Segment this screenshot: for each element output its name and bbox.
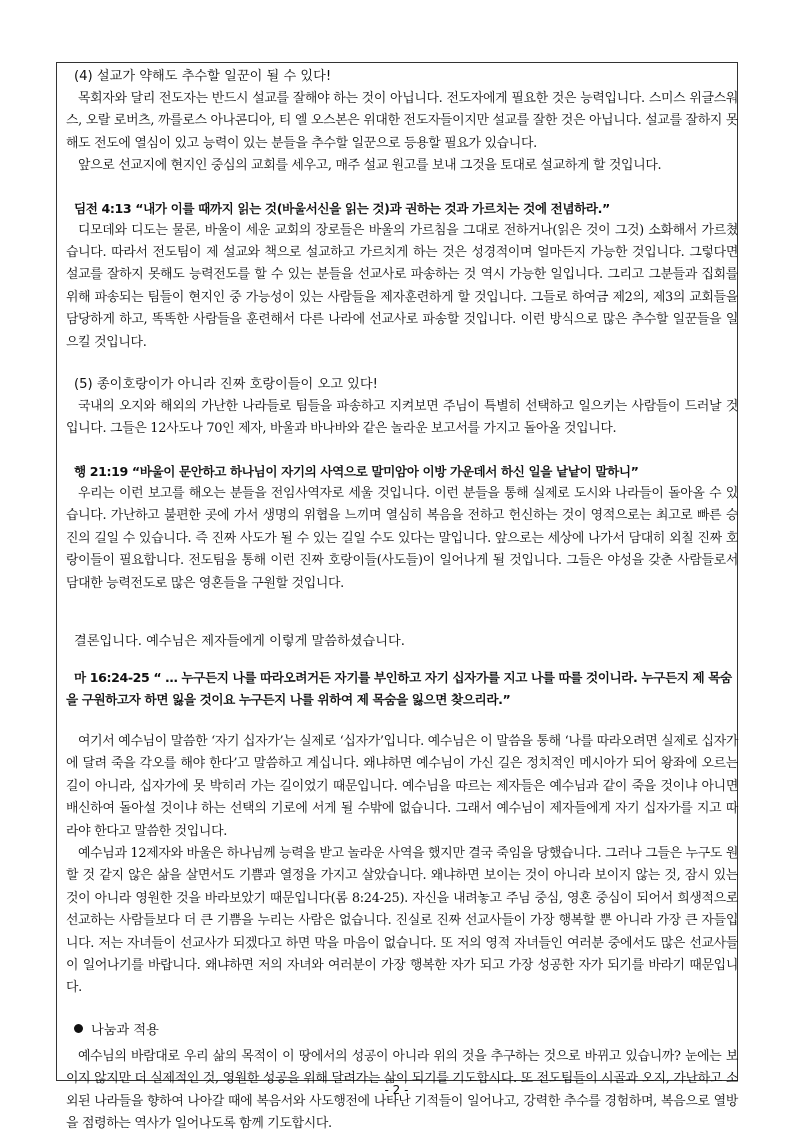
page-number: - 2 - (384, 1083, 409, 1097)
section-4-paragraph-2: 앞으로 선교지에 현지인 중심의 교회를 세우고, 매주 설교 원고를 보내 그것을 토대로 설교하게 할 것입니다. (78, 158, 662, 174)
page-content (66, 66, 738, 1135)
section-5-heading: (5) 종이호랑이가 아니라 진짜 호랑이들이 오고 있다! (74, 377, 378, 393)
application-heading-label: 나눔과 적용 (91, 1022, 159, 1038)
conclusion-paragraph-1: 여기서 예수님이 말씀한 ‘자기 십자가’는 실제로 ‘십자가’입니다. 예수님은 이 말씀을 통해 ‘나를 따라오려면 실제로 십자가에 달려 죽을 각오를 해야 한다’고 말씀하고 계십니다. 왜냐하면 예수님이 가신 길은 정치적인 메시아가 되어 왕좌에 오르는 길이 아니라, 십자가에 못 박히러 가는 길이었기 때문입니다. 예수님을 따르는 제자들은 예수님과 같이 죽을 것이냐 아니면 배신하여 돌아설 것이냐 하는 선택의 기로에 서게 될 수밖에 없습니다. 그래서 예수님이 제자들에게 자기 십자가를 지고 따라야 한다고 말씀한 것입니다. (66, 733, 738, 839)
section-5-verse: 행 21:19 “바울이 문안하고 하나님이 자기의 사역으로 말미암아 이방 가운데서 하신 일을 낱낱이 말하니” (74, 463, 639, 479)
section-5-paragraph-2: 우리는 이런 보고를 해오는 분들을 전임사역자로 세울 것입니다. 이런 분들을 통해 실제로 도시와 나라들이 돌아올 수 있습니다. 가난하고 불편한 곳에 가서 생명의 위협을 느끼며 열심히 복음을 전하고 헌신하는 것이 영적으로는 최고로 빠른 승진의 길일 수 있습니다. 즉 진짜 사도가 될 수 있는 길일 수도 있다는 말입니다. 앞으로는 세상에 나가서 담대히 외칠 진짜 호랑이들이 필요합니다. 전도팀을 통해 이런 진짜 호랑이들(사도들)이 일어나게 될 것입니다. 그들은 야성을 갖춘 사람들로서 담대한 능력전도로 많은 영혼들을 구원할 것입니다. (66, 485, 738, 591)
conclusion-intro: 결론입니다. 예수님은 제자들에게 이렇게 말씀하셨습니다. (74, 633, 405, 649)
section-4-paragraph-1: 목회자와 달리 전도자는 반드시 설교를 잘해야 하는 것이 아닙니다. 전도자에게 필요한 것은 능력입니다. 스미스 위글스워스, 오랄 로버츠, 까를로스 아나콘디아, 티 엘 오스본은 위대한 전도자들이지만 설교를 잘한 것은 아닙니다. 설교를 잘하지 못해도 전도에 열심이 있고 능력이 있는 분들을 추수할 일꾼으로 등용할 필요가 있습니다. (66, 91, 738, 151)
section-5-paragraph-1: 국내의 오지와 해외의 가난한 나라들로 팀들을 파송하고 지켜보면 주님이 특별히 선택하고 일으키는 사람들이 드러날 것입니다. 그들은 12사도나 70인 제자, 바울과 바나바와 같은 놀라운 보고서를 가지고 돌아올 것입니다. (66, 399, 738, 437)
application-paragraph: 예수님의 바람대로 우리 삶의 목적이 이 땅에서의 성공이 아니라 위의 것을 추구하는 것으로 바뀌고 있습니까? 눈에는 보이지 않지만 더 실제적인 것, 영원한 성공을 위해 달려가는 삶이 되기를 기도합시다. 또 전도팀들이 시골과 오지, 가난하고 소외된 나라들을 향하여 나아갈 때에 복음서와 사도행전에 나타난 기적들이 일어나고, 강력한 추수를 경험하며, 복음으로 열방을 점령하는 역사가 일어나도록 함께 기도합시다. (66, 1048, 738, 1131)
application-heading (74, 1020, 738, 1042)
conclusion-paragraph-2: 예수님과 12제자와 바울은 하나님께 능력을 받고 놀라운 사역을 했지만 결국 죽임을 당했습니다. 그러나 그들은 누구도 원할 것 같지 않은 삶을 살면서도 기쁨과 열정을 가지고 살았습니다. 왜냐하면 보이는 것이 아니라 보이지 않는 것, 잠시 있는 것이 아니라 영원한 것을 바라보았기 때문입니다(롬 8:24-25). 자신을 내려놓고 주님 중심, 영혼 중심이 되어서 희생적으로 선교하는 사람들보다 더 큰 기쁨을 누리는 사람은 없습니다. 진실로 진짜 선교사들이 가장 행복할 뿐 아니라 가장 큰 자들입니다. 저는 자녀들이 선교사가 되겠다고 하면 막을 마음이 없습니다. 또 저의 영적 자녀들인 여러분 중에서도 많은 선교사들이 일어나기를 바랍니다. 왜냐하면 저의 자녀와 여러분이 가장 행복한 자가 되고 가장 성공한 자가 되기를 바라기 때문입니다. (66, 845, 738, 996)
section-4-heading: (4) 설교가 약해도 추수할 일꾼이 될 수 있다! (74, 69, 332, 84)
section-4-paragraph-3: 디모데와 디도는 물론, 바울이 세운 교회의 장로들은 바울의 가르침을 그대로 전하거나(읽은 것이 그것) 소화해서 가르쳤습니다. 따라서 전도팀이 제 설교와 책으로 설교하고 가르치게 하는 것은 성경적이며 얼마든지 가능한 것입니다. 그렇다면 설교를 잘하지 못해도 능력전도를 할 수 있는 분들을 선교사로 파송하는 것 역시 가능한 일입니다. 그리고 그분들과 집회를 위해 파송되는 팀들이 현지인 중 가능성이 있는 사람들을 제자훈련하게 할 것입니다. 그들로 하여금 제2의, 제3의 교회들을 담당하게 하고, 똑똑한 사람들을 훈련해서 다른 나라에 선교사로 파송할 것입니다. 이런 방식으로 많은 추수할 일꾼들을 일으킬 것입니다. (66, 222, 738, 350)
conclusion-verse: 마 16:24-25 “ … 누구든지 나를 따라오려거든 자기를 부인하고 자기 십자가를 지고 나를 따를 것이니라. 누구든지 제 목숨을 구원하고자 하면 잃을 것이요 누구든지 나를 위하여 제 목숨을 잃으면 찾으리라.” (66, 669, 732, 707)
section-4-verse: 딤전 4:13 “내가 이를 때까지 읽는 것(바울서신을 읽는 것)과 권하는 것과 가르치는 것에 전념하라.” (74, 200, 610, 216)
bullet-icon (74, 1024, 83, 1033)
